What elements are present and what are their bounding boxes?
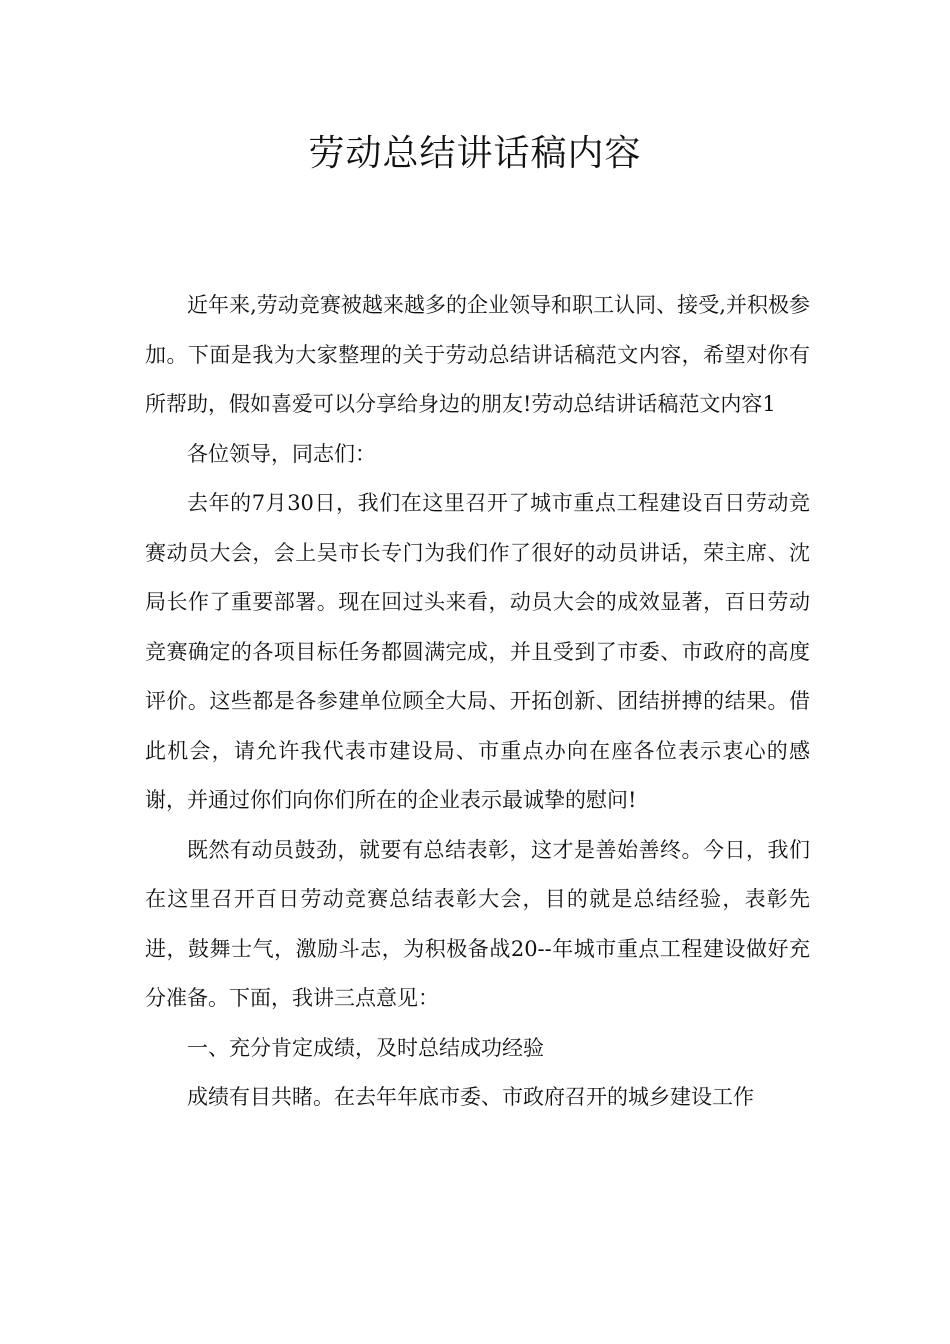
paragraph-intro: 近年来,劳动竞赛被越来越多的企业领导和职工认同、接受,并积极参加。下面是我为大家整理的关于劳动总结讲话稿范文内容，希望对你有所帮助，假如喜爱可以分享给身边的朋友!劳动总结讲话稿范文内容1	[145, 293, 810, 416]
paragraph-achievements: 成绩有目共睹。在去年年底市委、市政府召开的城乡建设工作	[187, 1085, 754, 1109]
document-body	[145, 281, 810, 1123]
paragraph-salutation: 各位领导，同志们：	[187, 441, 376, 466]
section-heading-one: 一、充分肯定成绩，及时总结成功经验	[187, 1035, 544, 1060]
document-title: 劳动总结讲话稿内容	[308, 133, 642, 174]
paragraph-review: 去年的7月30日，我们在这里召开了城市重点工程建设百日劳动竞赛动员大会，会上吴市长专门为我们作了很好的动员讲话，荣主席、沈局长作了重要部署。现在回过头来看，动员大会的成效显著，百日劳动竞赛确定的各项目标任务都圆满完成，并且受到了市委、市政府的高度评价。这些都是各参建单位顾全大局、开拓创新、团结拼搏的结果。借此机会，请允许我代表市建设局、市重点办向在座各位表示衷心的感谢，并通过你们向你们所在的企业表示最诚挚的慰问!	[145, 491, 810, 812]
paragraph-purpose: 既然有动员鼓劲，就要有总结表彰，这才是善始善终。今日，我们在这里召开百日劳动竞赛总结表彰大会，目的就是总结经验，表彰先进，鼓舞士气，激励斗志，为积极备战20--年城市重点工程建设做好充分准备。下面，我讲三点意见：	[145, 837, 810, 1010]
